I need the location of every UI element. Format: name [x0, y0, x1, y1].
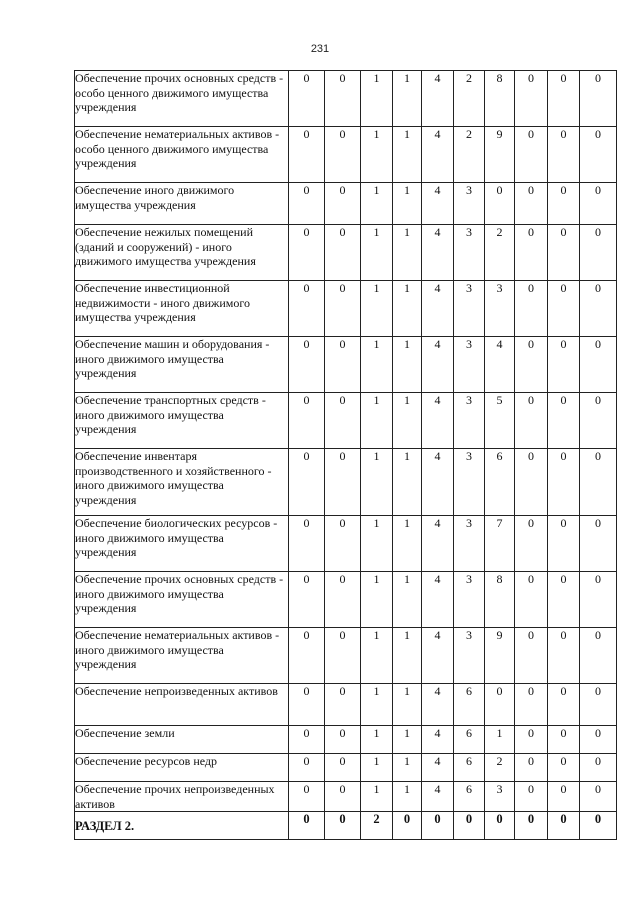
code-digit-cell: 0 [289, 127, 325, 183]
code-digit-cell: 1 [393, 449, 422, 516]
table-row [75, 812, 617, 840]
code-digit-cell: 3 [454, 393, 485, 449]
code-digit-cell: 4 [422, 684, 454, 726]
row-label: Обеспечение нежилых помещений (зданий и сооружений) - иного движимого имущества учреждения [75, 225, 289, 281]
row-label: Обеспечение инвентаря производственного и хозяйственного - иного движимого имущества учреждения [75, 449, 289, 516]
code-digit-cell: 1 [361, 449, 393, 516]
code-digit-cell: 2 [361, 812, 393, 840]
row-label: Обеспечение машин и оборудования - иного движимого имущества учреждения [75, 337, 289, 393]
code-digit-cell: 0 [325, 225, 361, 281]
code-digit-cell: 0 [325, 449, 361, 516]
code-digit-cell: 4 [485, 337, 515, 393]
code-digit-cell: 0 [548, 281, 580, 337]
code-digit-cell: 0 [325, 516, 361, 572]
code-digit-cell: 1 [361, 337, 393, 393]
code-digit-cell: 1 [361, 225, 393, 281]
code-digit-cell: 1 [361, 726, 393, 754]
table-row [75, 449, 617, 516]
code-digit-cell: 3 [454, 449, 485, 516]
table-row [75, 281, 617, 337]
code-digit-cell: 0 [548, 225, 580, 281]
code-digit-cell: 0 [548, 71, 580, 127]
code-digit-cell: 2 [485, 225, 515, 281]
code-digit-cell: 0 [325, 754, 361, 782]
code-digit-cell: 7 [485, 516, 515, 572]
code-digit-cell: 0 [325, 393, 361, 449]
code-digit-cell: 0 [515, 225, 548, 281]
code-digit-cell: 1 [393, 393, 422, 449]
code-digit-cell: 0 [325, 628, 361, 684]
code-digit-cell: 1 [393, 281, 422, 337]
code-digit-cell: 0 [289, 684, 325, 726]
code-digit-cell: 1 [361, 628, 393, 684]
code-digit-cell: 6 [454, 754, 485, 782]
code-digit-cell: 1 [361, 183, 393, 225]
row-label: Обеспечение иного движимого имущества учреждения [75, 183, 289, 225]
code-digit-cell: 6 [454, 726, 485, 754]
code-digit-cell: 4 [422, 449, 454, 516]
code-digit-cell: 0 [325, 183, 361, 225]
code-digit-cell: 1 [393, 127, 422, 183]
table-row [75, 393, 617, 449]
code-digit-cell: 0 [515, 337, 548, 393]
code-digit-cell: 0 [289, 337, 325, 393]
code-digit-cell: 0 [485, 812, 515, 840]
code-digit-cell: 0 [485, 684, 515, 726]
code-digit-cell: 0 [515, 71, 548, 127]
code-digit-cell: 0 [580, 281, 617, 337]
table-row [75, 516, 617, 572]
code-digit-cell: 4 [422, 628, 454, 684]
code-digit-cell: 3 [454, 628, 485, 684]
code-digit-cell: 0 [289, 572, 325, 628]
code-digit-cell: 8 [485, 71, 515, 127]
table-row [75, 754, 617, 782]
code-digit-cell: 0 [548, 572, 580, 628]
code-digit-cell: 0 [289, 225, 325, 281]
code-digit-cell: 0 [515, 684, 548, 726]
row-label: Обеспечение транспортных средств - иного движимого имущества учреждения [75, 393, 289, 449]
account-codes-table [74, 70, 617, 840]
code-digit-cell: 0 [515, 127, 548, 183]
code-digit-cell: 0 [515, 281, 548, 337]
code-digit-cell: 9 [485, 127, 515, 183]
code-digit-cell: 0 [580, 726, 617, 754]
row-label: Обеспечение прочих основных средств - особо ценного движимого имущества учреждения [75, 71, 289, 127]
code-digit-cell: 1 [393, 183, 422, 225]
row-label: Обеспечение земли [75, 726, 289, 754]
code-digit-cell: 1 [361, 684, 393, 726]
code-digit-cell: 0 [548, 782, 580, 812]
code-digit-cell: 4 [422, 71, 454, 127]
code-digit-cell: 1 [393, 726, 422, 754]
code-digit-cell: 0 [580, 337, 617, 393]
code-digit-cell: 0 [289, 393, 325, 449]
code-digit-cell: 0 [325, 337, 361, 393]
code-digit-cell: 0 [515, 754, 548, 782]
code-digit-cell: 0 [289, 281, 325, 337]
code-digit-cell: 3 [454, 281, 485, 337]
code-digit-cell: 1 [393, 628, 422, 684]
code-digit-cell: 0 [515, 516, 548, 572]
code-digit-cell: 3 [485, 281, 515, 337]
code-digit-cell: 2 [454, 127, 485, 183]
code-digit-cell: 1 [361, 516, 393, 572]
code-digit-cell: 0 [548, 516, 580, 572]
code-digit-cell: 0 [580, 628, 617, 684]
row-label: РАЗДЕЛ 2. [75, 812, 289, 840]
code-digit-cell: 0 [548, 449, 580, 516]
code-digit-cell: 4 [422, 782, 454, 812]
code-digit-cell: 0 [580, 449, 617, 516]
code-digit-cell: 1 [361, 281, 393, 337]
code-digit-cell: 0 [548, 183, 580, 225]
code-digit-cell: 1 [361, 782, 393, 812]
code-digit-cell: 0 [580, 393, 617, 449]
code-digit-cell: 9 [485, 628, 515, 684]
code-digit-cell: 1 [485, 726, 515, 754]
code-digit-cell: 4 [422, 225, 454, 281]
code-digit-cell: 1 [361, 572, 393, 628]
code-digit-cell: 0 [325, 684, 361, 726]
code-digit-cell: 0 [580, 183, 617, 225]
code-digit-cell: 6 [454, 684, 485, 726]
code-digit-cell: 0 [325, 782, 361, 812]
code-digit-cell: 0 [515, 449, 548, 516]
code-digit-cell: 3 [485, 782, 515, 812]
code-digit-cell: 0 [580, 516, 617, 572]
code-digit-cell: 0 [515, 572, 548, 628]
code-digit-cell: 0 [325, 281, 361, 337]
code-digit-cell: 4 [422, 754, 454, 782]
code-digit-cell: 0 [580, 754, 617, 782]
code-digit-cell: 0 [548, 337, 580, 393]
code-digit-cell: 2 [485, 754, 515, 782]
code-digit-cell: 4 [422, 516, 454, 572]
code-digit-cell: 0 [289, 183, 325, 225]
code-digit-cell: 0 [289, 812, 325, 840]
code-digit-cell: 4 [422, 127, 454, 183]
code-digit-cell: 4 [422, 337, 454, 393]
table-row [75, 684, 617, 726]
code-digit-cell: 1 [393, 684, 422, 726]
row-label: Обеспечение нематериальных активов - особо ценного движимого имущества учреждения [75, 127, 289, 183]
code-digit-cell: 0 [289, 754, 325, 782]
code-digit-cell: 3 [454, 337, 485, 393]
code-digit-cell: 0 [580, 782, 617, 812]
code-digit-cell: 1 [393, 337, 422, 393]
code-digit-cell: 0 [289, 449, 325, 516]
code-digit-cell: 3 [454, 183, 485, 225]
row-label: Обеспечение биологических ресурсов - иного движимого имущества учреждения [75, 516, 289, 572]
code-digit-cell: 0 [325, 812, 361, 840]
code-digit-cell: 0 [580, 127, 617, 183]
code-digit-cell: 0 [289, 628, 325, 684]
row-label: Обеспечение инвестиционной недвижимости - иного движимого имущества учреждения [75, 281, 289, 337]
code-digit-cell: 4 [422, 281, 454, 337]
code-digit-cell: 0 [289, 782, 325, 812]
code-digit-cell: 0 [515, 183, 548, 225]
code-digit-cell: 1 [393, 754, 422, 782]
code-digit-cell: 4 [422, 183, 454, 225]
code-digit-cell: 0 [454, 812, 485, 840]
code-digit-cell: 0 [515, 726, 548, 754]
code-digit-cell: 0 [289, 726, 325, 754]
code-digit-cell: 8 [485, 572, 515, 628]
row-label: Обеспечение ресурсов недр [75, 754, 289, 782]
code-digit-cell: 0 [515, 393, 548, 449]
code-digit-cell: 0 [548, 628, 580, 684]
code-digit-cell: 0 [548, 726, 580, 754]
code-digit-cell: 1 [393, 516, 422, 572]
code-digit-cell: 0 [485, 183, 515, 225]
table-row [75, 71, 617, 127]
table-row [75, 726, 617, 754]
row-label: Обеспечение непроизведенных активов [75, 684, 289, 726]
code-digit-cell: 0 [289, 71, 325, 127]
code-digit-cell: 0 [548, 754, 580, 782]
code-digit-cell: 5 [485, 393, 515, 449]
code-digit-cell: 0 [515, 628, 548, 684]
row-label: Обеспечение нематериальных активов - иного движимого имущества учреждения [75, 628, 289, 684]
code-digit-cell: 0 [580, 572, 617, 628]
table-row [75, 183, 617, 225]
page-number: 231 [310, 43, 330, 55]
code-digit-cell: 0 [515, 812, 548, 840]
code-digit-cell: 1 [393, 572, 422, 628]
code-digit-cell: 1 [393, 782, 422, 812]
code-digit-cell: 0 [580, 225, 617, 281]
code-digit-cell: 1 [361, 71, 393, 127]
table-row [75, 628, 617, 684]
code-digit-cell: 6 [485, 449, 515, 516]
row-label: Обеспечение прочих непроизведенных активов [75, 782, 289, 812]
code-digit-cell: 0 [580, 812, 617, 840]
code-digit-cell: 1 [393, 71, 422, 127]
code-digit-cell: 1 [361, 393, 393, 449]
table-row [75, 225, 617, 281]
code-digit-cell: 4 [422, 393, 454, 449]
code-digit-cell: 0 [515, 782, 548, 812]
code-digit-cell: 4 [422, 726, 454, 754]
row-label: Обеспечение прочих основных средств - иного движимого имущества учреждения [75, 572, 289, 628]
code-digit-cell: 0 [325, 127, 361, 183]
table-row [75, 782, 617, 812]
code-digit-cell: 0 [289, 516, 325, 572]
code-digit-cell: 0 [325, 572, 361, 628]
code-digit-cell: 3 [454, 572, 485, 628]
code-digit-cell: 0 [580, 684, 617, 726]
code-digit-cell: 0 [393, 812, 422, 840]
code-digit-cell: 1 [361, 754, 393, 782]
table-row [75, 127, 617, 183]
code-digit-cell: 1 [361, 127, 393, 183]
code-digit-cell: 2 [454, 71, 485, 127]
code-digit-cell: 0 [548, 812, 580, 840]
code-digit-cell: 6 [454, 782, 485, 812]
table-row [75, 337, 617, 393]
code-digit-cell: 4 [422, 572, 454, 628]
code-digit-cell: 0 [548, 684, 580, 726]
code-digit-cell: 0 [548, 127, 580, 183]
code-digit-cell: 0 [422, 812, 454, 840]
code-digit-cell: 3 [454, 516, 485, 572]
code-digit-cell: 0 [548, 393, 580, 449]
code-digit-cell: 0 [325, 71, 361, 127]
table-row [75, 572, 617, 628]
code-digit-cell: 1 [393, 225, 422, 281]
code-digit-cell: 0 [580, 71, 617, 127]
code-digit-cell: 3 [454, 225, 485, 281]
code-digit-cell: 0 [325, 726, 361, 754]
